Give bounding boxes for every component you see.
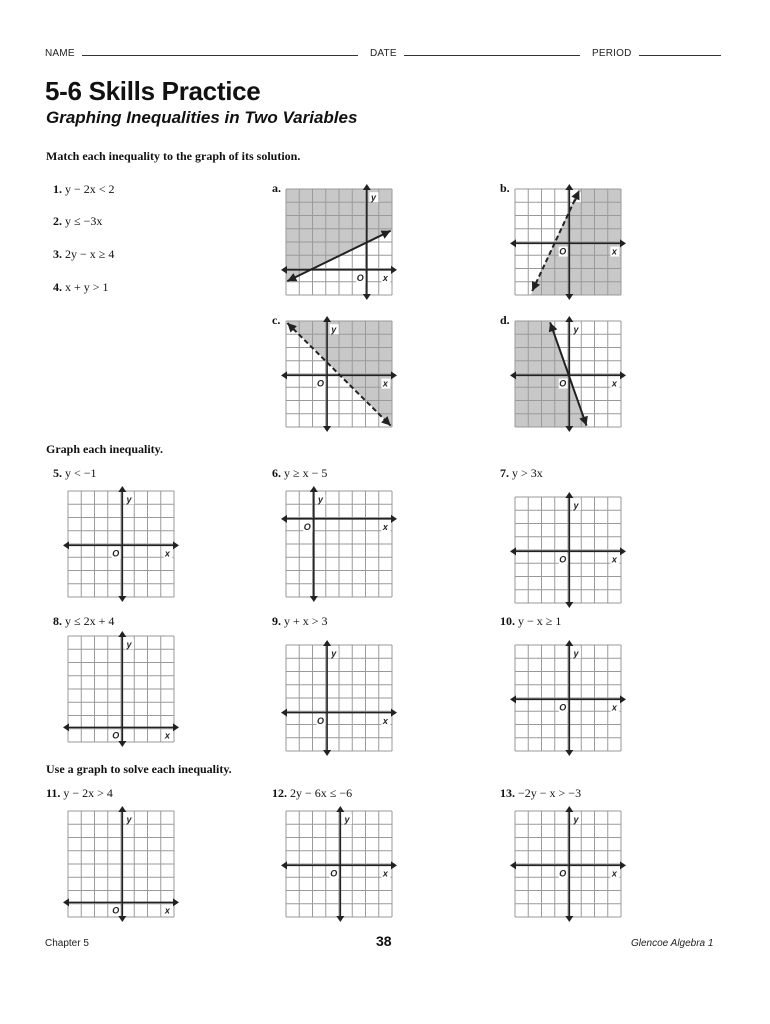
footer-book: Glencoe Algebra 1: [631, 938, 714, 949]
y-axis-arrow-up-icon: [118, 486, 126, 492]
problem-6: 6. y ≥ x − 5: [272, 466, 328, 480]
y-axis-arrow-down-icon: [565, 294, 573, 300]
y-axis-label: y: [370, 192, 376, 203]
problem-10: 10. y − x ≥ 1: [500, 614, 562, 628]
graph-11[interactable]: [68, 811, 174, 917]
graph-6-canvas: [286, 491, 392, 597]
y-axis-arrow-up-icon: [336, 806, 344, 812]
period-label: PERIOD: [592, 48, 632, 59]
graph-b-label: b.: [500, 181, 510, 195]
graph-7-canvas: [515, 497, 621, 603]
y-axis-arrow-down-icon: [336, 916, 344, 922]
footer-chapter: Chapter 5: [45, 938, 89, 949]
origin-label: O: [559, 378, 567, 389]
x-axis-arrow-left-icon: [63, 723, 69, 731]
graph-12-canvas: [286, 811, 392, 917]
y-axis-label: y: [573, 324, 579, 335]
origin-label: O: [559, 702, 567, 713]
x-axis-label: x: [164, 730, 170, 741]
origin-label: O: [112, 905, 120, 916]
y-axis-arrow-up-icon: [118, 806, 126, 812]
y-axis-arrow-down-icon: [118, 741, 126, 747]
graph-c-canvas: [286, 321, 392, 427]
name-field[interactable]: [45, 46, 358, 59]
x-axis-arrow-right-icon: [620, 239, 626, 247]
x-axis-arrow-left-icon: [281, 861, 287, 869]
y-axis-label: y: [126, 639, 132, 650]
x-axis-arrow-left-icon: [510, 695, 516, 703]
graph-c-label: c.: [272, 313, 281, 327]
y-axis-arrow-down-icon: [323, 426, 331, 432]
graph-11-canvas: [68, 811, 174, 917]
page-number: 38: [376, 933, 392, 949]
graph-a-canvas: [286, 189, 392, 295]
x-axis-arrow-right-icon: [391, 266, 397, 274]
graph-d-canvas: [515, 321, 621, 427]
x-axis-label: x: [382, 522, 388, 533]
x-axis-arrow-left-icon: [281, 515, 287, 523]
x-axis-label: x: [164, 905, 170, 916]
origin-label: O: [303, 522, 311, 533]
section3-instruction: Use a graph to solve each inequality.: [46, 762, 232, 776]
y-axis-arrow-up-icon: [565, 184, 573, 190]
x-axis-label: x: [611, 702, 617, 713]
y-axis-arrow-up-icon: [310, 486, 318, 492]
problem-5: 5. y < −1: [53, 466, 97, 480]
graph-9-canvas: [286, 645, 392, 751]
origin-label: O: [112, 548, 120, 559]
problem-7: 7. y > 3x: [500, 466, 543, 480]
section1-instruction: Match each inequality to the graph of its solution.: [46, 149, 301, 163]
x-axis-label: x: [382, 868, 388, 879]
graph-a[interactable]: [286, 189, 392, 295]
problem-1: 1. y − 2x < 2: [53, 182, 115, 196]
x-axis-arrow-right-icon: [173, 898, 179, 906]
x-axis-arrow-right-icon: [391, 515, 397, 523]
y-axis-label: y: [331, 324, 337, 335]
date-label: DATE: [370, 48, 397, 59]
graph-c[interactable]: [286, 321, 392, 427]
x-axis-arrow-left-icon: [63, 541, 69, 549]
page-subtitle: Graphing Inequalities in Two Variables: [46, 108, 358, 127]
period-field[interactable]: [592, 46, 721, 59]
y-axis-label: y: [573, 648, 579, 659]
period-line: [639, 46, 721, 56]
x-axis-label: x: [611, 554, 617, 565]
x-axis-arrow-left-icon: [281, 709, 287, 717]
y-axis-label: y: [344, 814, 350, 825]
graph-8[interactable]: [68, 636, 174, 742]
x-axis-arrow-right-icon: [620, 547, 626, 555]
page-title: 5-6 Skills Practice: [45, 76, 261, 106]
x-axis-label: x: [382, 378, 388, 389]
problem-8: 8. y ≤ 2x + 4: [53, 614, 115, 628]
problem-3: 3. 2y − x ≥ 4: [53, 247, 115, 261]
graph-9[interactable]: [286, 645, 392, 751]
y-axis-arrow-down-icon: [565, 750, 573, 756]
y-axis-arrow-down-icon: [565, 602, 573, 608]
problem-4: 4. x + y > 1: [53, 280, 109, 294]
y-axis-label: y: [317, 494, 323, 505]
graph-12[interactable]: [286, 811, 392, 917]
y-axis-arrow-up-icon: [565, 316, 573, 322]
problem-11: 11. y − 2x > 4: [46, 786, 113, 800]
y-axis-arrow-up-icon: [565, 492, 573, 498]
x-axis-arrow-right-icon: [391, 371, 397, 379]
date-field[interactable]: [370, 46, 580, 59]
x-axis-arrow-right-icon: [391, 709, 397, 717]
y-axis-label: y: [331, 648, 337, 659]
x-axis-arrow-right-icon: [620, 695, 626, 703]
x-axis-label: x: [382, 273, 388, 284]
x-axis-arrow-right-icon: [173, 541, 179, 549]
name-label: NAME: [45, 48, 75, 59]
graph-7[interactable]: [515, 497, 621, 603]
y-axis-arrow-up-icon: [363, 184, 371, 190]
name-line: [82, 46, 358, 56]
y-axis-arrow-up-icon: [118, 631, 126, 637]
y-axis-arrow-up-icon: [323, 316, 331, 322]
x-axis-label: x: [611, 246, 617, 257]
y-axis-arrow-down-icon: [565, 426, 573, 432]
origin-label: O: [316, 715, 324, 726]
section2-instruction: Graph each inequality.: [46, 442, 164, 456]
x-axis-arrow-left-icon: [510, 239, 516, 247]
graph-6[interactable]: [286, 491, 392, 597]
y-axis-arrow-down-icon: [363, 294, 371, 300]
origin-label: O: [559, 246, 567, 257]
x-axis-arrow-left-icon: [510, 861, 516, 869]
x-axis-arrow-right-icon: [391, 861, 397, 869]
x-axis-label: x: [611, 868, 617, 879]
graph-a-label: a.: [272, 181, 281, 195]
origin-label: O: [559, 868, 567, 879]
x-axis-arrow-left-icon: [510, 371, 516, 379]
y-axis-label: y: [126, 814, 132, 825]
problem-9: 9. y + x > 3: [272, 614, 328, 628]
graph-10[interactable]: [515, 645, 621, 751]
y-axis-arrow-down-icon: [118, 596, 126, 602]
x-axis-label: x: [382, 715, 388, 726]
graph-5-canvas: [68, 491, 174, 597]
x-axis-arrow-right-icon: [620, 371, 626, 379]
problem-12: 12. 2y − 6x ≤ −6: [272, 786, 353, 800]
graph-d[interactable]: [515, 321, 621, 427]
y-axis-label: y: [573, 500, 579, 511]
origin-label: O: [330, 868, 338, 879]
y-axis-arrow-up-icon: [565, 640, 573, 646]
x-axis-arrow-left-icon: [281, 371, 287, 379]
graph-13-canvas: [515, 811, 621, 917]
graph-5[interactable]: [68, 491, 174, 597]
x-axis-arrow-right-icon: [173, 723, 179, 731]
origin-label: O: [112, 730, 120, 741]
x-axis-arrow-right-icon: [620, 861, 626, 869]
x-axis-arrow-left-icon: [281, 266, 287, 274]
origin-label: O: [559, 554, 567, 565]
x-axis-arrow-left-icon: [63, 898, 69, 906]
graph-8-canvas: [68, 636, 174, 742]
graph-b-canvas: [515, 189, 621, 295]
graph-13[interactable]: [515, 811, 621, 917]
x-axis-label: x: [164, 548, 170, 559]
graph-d-label: d.: [500, 313, 510, 327]
problem-13: 13. −2y − x > −3: [500, 786, 582, 800]
y-axis-arrow-down-icon: [323, 750, 331, 756]
graph-10-canvas: [515, 645, 621, 751]
graph-d-line-arrow-start-icon: [549, 322, 557, 332]
x-axis-arrow-left-icon: [510, 547, 516, 555]
y-axis-arrow-down-icon: [565, 916, 573, 922]
date-line: [404, 46, 580, 56]
origin-label: O: [316, 378, 324, 389]
y-axis-arrow-up-icon: [565, 806, 573, 812]
y-axis-label: y: [573, 814, 579, 825]
y-axis-label: y: [126, 494, 132, 505]
x-axis-label: x: [611, 378, 617, 389]
origin-label: O: [356, 273, 364, 284]
y-axis-arrow-up-icon: [323, 640, 331, 646]
graph-b[interactable]: [515, 189, 621, 295]
y-axis-arrow-down-icon: [118, 916, 126, 922]
y-axis-arrow-down-icon: [310, 596, 318, 602]
problem-2: 2. y ≤ −3x: [53, 214, 103, 228]
